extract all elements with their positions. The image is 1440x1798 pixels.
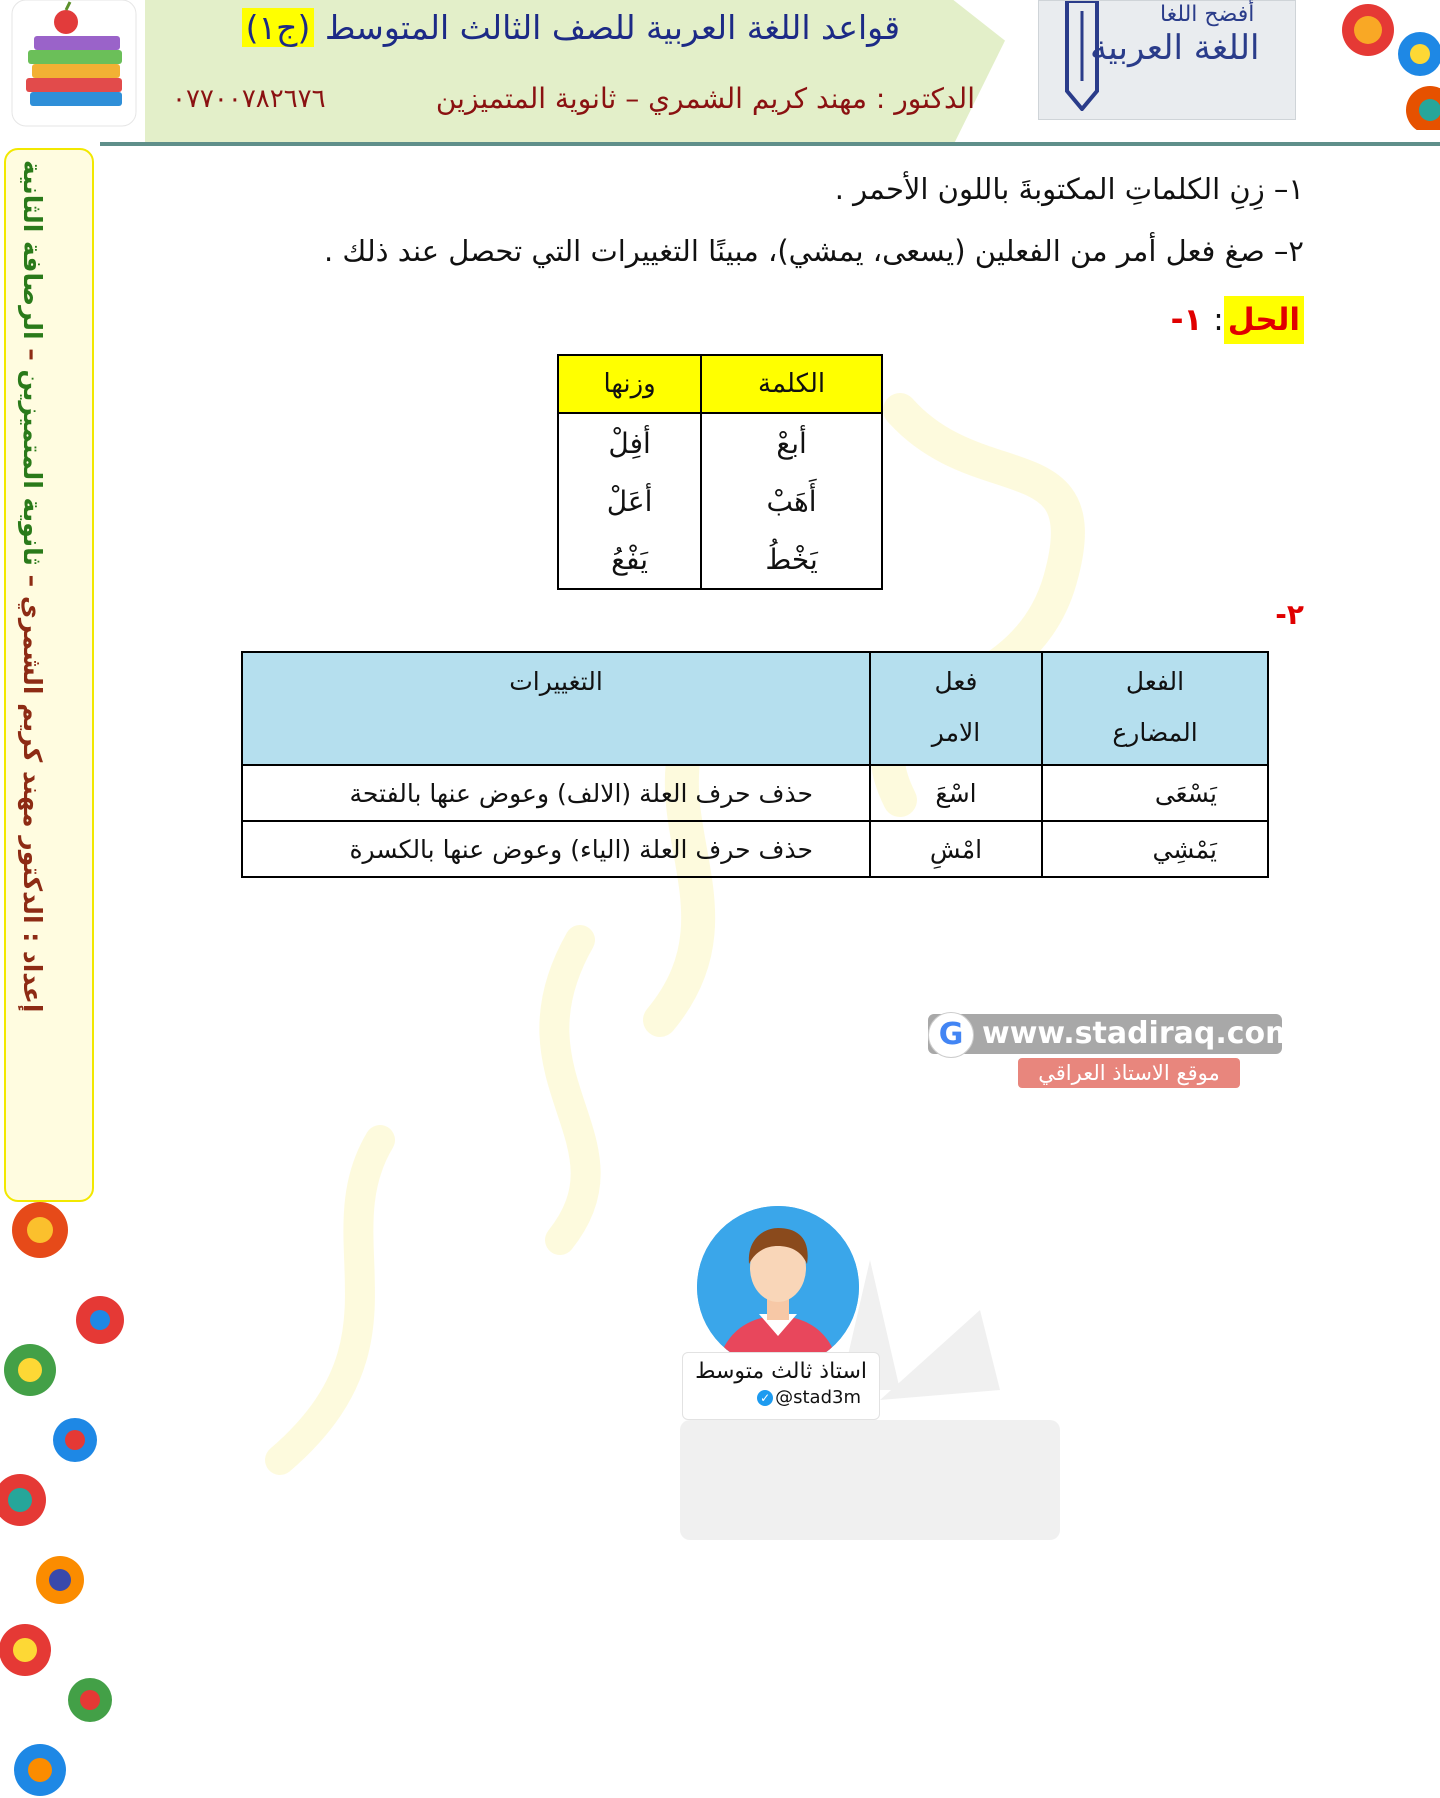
present-cell: يَمْشِي [1042,821,1268,877]
header-divider [100,142,1440,146]
solution-word: الحل [1224,296,1304,344]
verified-icon: ✓ [757,1390,773,1406]
channel-handle [757,1387,861,1408]
imperative-column-header [870,652,1042,765]
side-flower-ornament-icon [0,1200,130,1798]
page-title-text: قواعد اللغة العربية للصف الثالث المتوسط [324,8,900,47]
logo-top-text: أفضح اللغا [1160,2,1255,27]
sidebar-dash-1: – [18,565,47,596]
table-row [558,413,882,472]
channel-badge [682,1352,880,1420]
site-url: www.stadiraq.com [982,1016,1297,1051]
present-column-header [1042,652,1268,765]
word-cell: يَخْطُ [701,530,882,589]
avatar-illustration [697,1206,859,1368]
channel-name: استاذ ثالث متوسط [695,1359,867,1384]
present-header-line-2: المضارع [1112,718,1198,747]
site-arabic-name: موقع الاستاذ العراقي [1018,1058,1240,1088]
google-icon: G [928,1012,974,1058]
channel-handle-text: @stad3m [775,1387,861,1408]
table-row [242,821,1268,877]
changes-cell: حذف حرف العلة (الياء) وعوض عنها بالكسرة [242,821,870,877]
changes-header-text: التغييرات [509,667,603,696]
weight-cell: يَفْعُ [558,530,701,589]
sidebar-prefix: إعداد : الدكتور مهند كريم الشمري [18,595,47,1013]
sidebar-district: الرصافة الثانية [18,160,47,340]
flower-ornament-icon [1320,0,1440,130]
imperative-header-line-2: الامر [931,718,981,747]
books-icon [8,0,140,128]
table-header-row [242,652,1268,765]
present-header-line-1: الفعل [1125,667,1185,696]
avatar-icon [697,1206,859,1368]
table-row [242,765,1268,821]
sidebar-school: ثانوية المتميزين [18,369,47,566]
imperative-header-line-1: فعل [934,667,978,696]
question-2: ٢– صغ فعل أمر من الفعلين (يسعى، يمشي)، مبينًا التغييرات التي تحصل عند ذلك . [323,234,1304,268]
table-header-row [558,355,882,413]
table-row [558,472,882,530]
table-row [558,530,882,589]
present-cell: يَسْعَى [1042,765,1268,821]
changes-cell: حذف حرف العلة (الالف) وعوض عنها بالفتحة [242,765,870,821]
sidebar-dash-2: – [18,339,47,370]
solution-colon: : [1213,302,1224,338]
page-title [242,8,900,47]
solution-part-1: ١- [1170,302,1214,338]
site-watermark [928,1014,1297,1090]
imperative-cell: امْشِ [870,821,1042,877]
weight-cell: أفِلْ [558,413,701,472]
phone-number: ٠٧٧٠٠٧٨٢٦٧٦ [172,84,326,114]
page-title-part: (ج١) [242,8,315,47]
word-cell: أبعْ [701,413,882,472]
solution-label [1171,302,1304,338]
question-1: ١– زِنِ الكلماتِ المكتوبةَ باللون الأحمر . [834,172,1304,206]
imperative-table [241,651,1269,878]
imperative-cell: اسْعَ [870,765,1042,821]
solution-part-2: ٢- [1275,598,1304,631]
changes-column-header [242,652,870,765]
word-column-header: الكلمة [701,355,882,413]
weight-column-header: وزنها [558,355,701,413]
apple-icon [54,10,78,34]
word-cell: أَهَبْ [701,472,882,530]
weight-cell: أعَلْ [558,472,701,530]
author-line: الدكتور : مهند كريم الشمري – ثانوية المتميزين [435,82,975,115]
logo-text: اللغة العربية [1090,28,1260,68]
weights-table [557,354,883,590]
